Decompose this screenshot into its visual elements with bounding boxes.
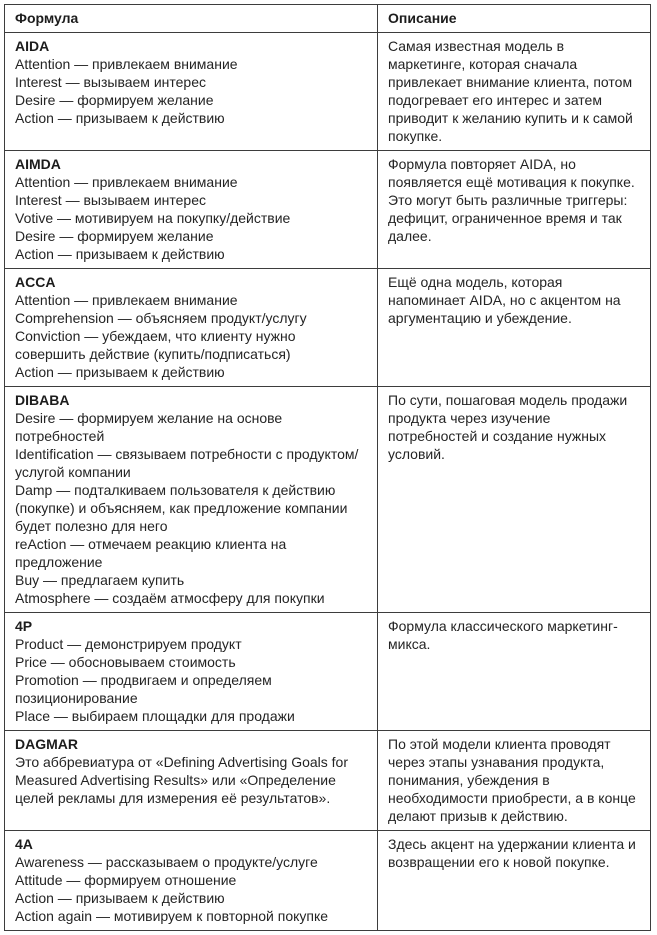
table-row xyxy=(5,151,651,269)
formula-cell xyxy=(5,33,378,151)
formula-line: Attention — привлекаем внимание xyxy=(15,56,238,72)
formula-name: DAGMAR xyxy=(15,736,78,752)
formula-line: Action — призываем к действию xyxy=(15,364,225,380)
table-row xyxy=(5,387,651,613)
table-row xyxy=(5,831,651,931)
formula-line: Conviction — убеждаем, что клиенту нужно совершить действие (купить/подписаться) xyxy=(15,328,296,362)
formula-line: Action — призываем к действию xyxy=(15,110,225,126)
column-header-formula: Формула xyxy=(5,5,378,33)
table-row xyxy=(5,731,651,831)
formula-name: AIMDA xyxy=(15,156,61,172)
formula-cell xyxy=(5,731,378,831)
table-row xyxy=(5,613,651,731)
formula-line: Action — призываем к действию xyxy=(15,890,225,906)
formula-name: ACCA xyxy=(15,274,56,290)
formula-line: Buy — предлагаем купить xyxy=(15,572,185,588)
formula-line: Identification — связываем потребности с продуктом/услугой компании xyxy=(15,446,359,480)
formula-cell xyxy=(5,269,378,387)
description-cell: По сути, пошаговая модель продажи продукта через изучение потребностей и создание нужных условий. xyxy=(378,387,651,613)
formula-line: Votive — мотивируем на покупку/действие xyxy=(15,210,291,226)
formula-cell xyxy=(5,831,378,931)
description-cell: Здесь акцент на удержании клиента и возвращении его к новой покупке. xyxy=(378,831,651,931)
description-cell: Формула повторяет AIDA, но появляется ещё мотивация к покупке. Это могут быть различные триггеры: дефицит, ограниченное время и так далее. xyxy=(378,151,651,269)
description-cell: Ещё одна модель, которая напоминает AIDA, но с акцентом на аргументацию и убеждение. xyxy=(378,269,651,387)
formula-line: Price — обосновываем стоимость xyxy=(15,654,236,670)
table-body xyxy=(5,33,651,931)
formula-cell xyxy=(5,151,378,269)
formula-name: 4A xyxy=(15,836,33,852)
description-cell: Самая известная модель в маркетинге, которая сначала привлекает внимание клиента, потом подогревает его интерес и затем приводит к желанию купить и к самой покупке. xyxy=(378,33,651,151)
formula-line: Action again — мотивируем к повторной покупке xyxy=(15,908,329,924)
formula-name: 4P xyxy=(15,618,33,634)
formula-line: Desire — формируем желание xyxy=(15,228,214,244)
table-row xyxy=(5,269,651,387)
column-header-description: Описание xyxy=(378,5,651,33)
formula-cell xyxy=(5,387,378,613)
formula-line: Attitude — формируем отношение xyxy=(15,872,237,888)
formula-line: Interest — вызываем интерес xyxy=(15,192,206,208)
formula-line: Product — демонстрируем продукт xyxy=(15,636,242,652)
table-header-row xyxy=(5,5,651,33)
description-cell: Формула классического маркетинг-микса. xyxy=(378,613,651,731)
marketing-formulas-table xyxy=(4,4,651,931)
formula-line: Awareness — рассказываем о продукте/услуге xyxy=(15,854,318,870)
formula-cell xyxy=(5,613,378,731)
formula-line: Attention — привлекаем внимание xyxy=(15,292,238,308)
formula-line: Это аббревиатура от «Defining Advertising Goals for Measured Advertising Results» или «Определение целей рекламы для измерения её результатов». xyxy=(15,754,348,806)
formula-name: AIDA xyxy=(15,38,50,54)
formula-name: DIBABA xyxy=(15,392,70,408)
formula-line: Promotion — продвигаем и определяем позиционирование xyxy=(15,672,272,706)
table-row xyxy=(5,33,651,151)
formula-line: Action — призываем к действию xyxy=(15,246,225,262)
description-cell: По этой модели клиента проводят через этапы узнавания продукта, понимания, убеждения в необходимости приобрести, а в конце делают призыв к действию. xyxy=(378,731,651,831)
formula-line: Attention — привлекаем внимание xyxy=(15,174,238,190)
formula-line: reAction — отмечаем реакцию клиента на предложение xyxy=(15,536,287,570)
formula-line: Desire — формируем желание на основе потребностей xyxy=(15,410,283,444)
formula-line: Comprehension — объясняем продукт/услугу xyxy=(15,310,307,326)
formula-line: Desire — формируем желание xyxy=(15,92,214,108)
formula-line: Atmosphere — создаём атмосферу для покупки xyxy=(15,590,325,606)
formula-line: Interest — вызываем интерес xyxy=(15,74,206,90)
formula-line: Damp — подталкиваем пользователя к действию (покупке) и объясняем, как предложение компании будет полезно для него xyxy=(15,482,348,534)
formula-line: Place — выбираем площадки для продажи xyxy=(15,708,295,724)
